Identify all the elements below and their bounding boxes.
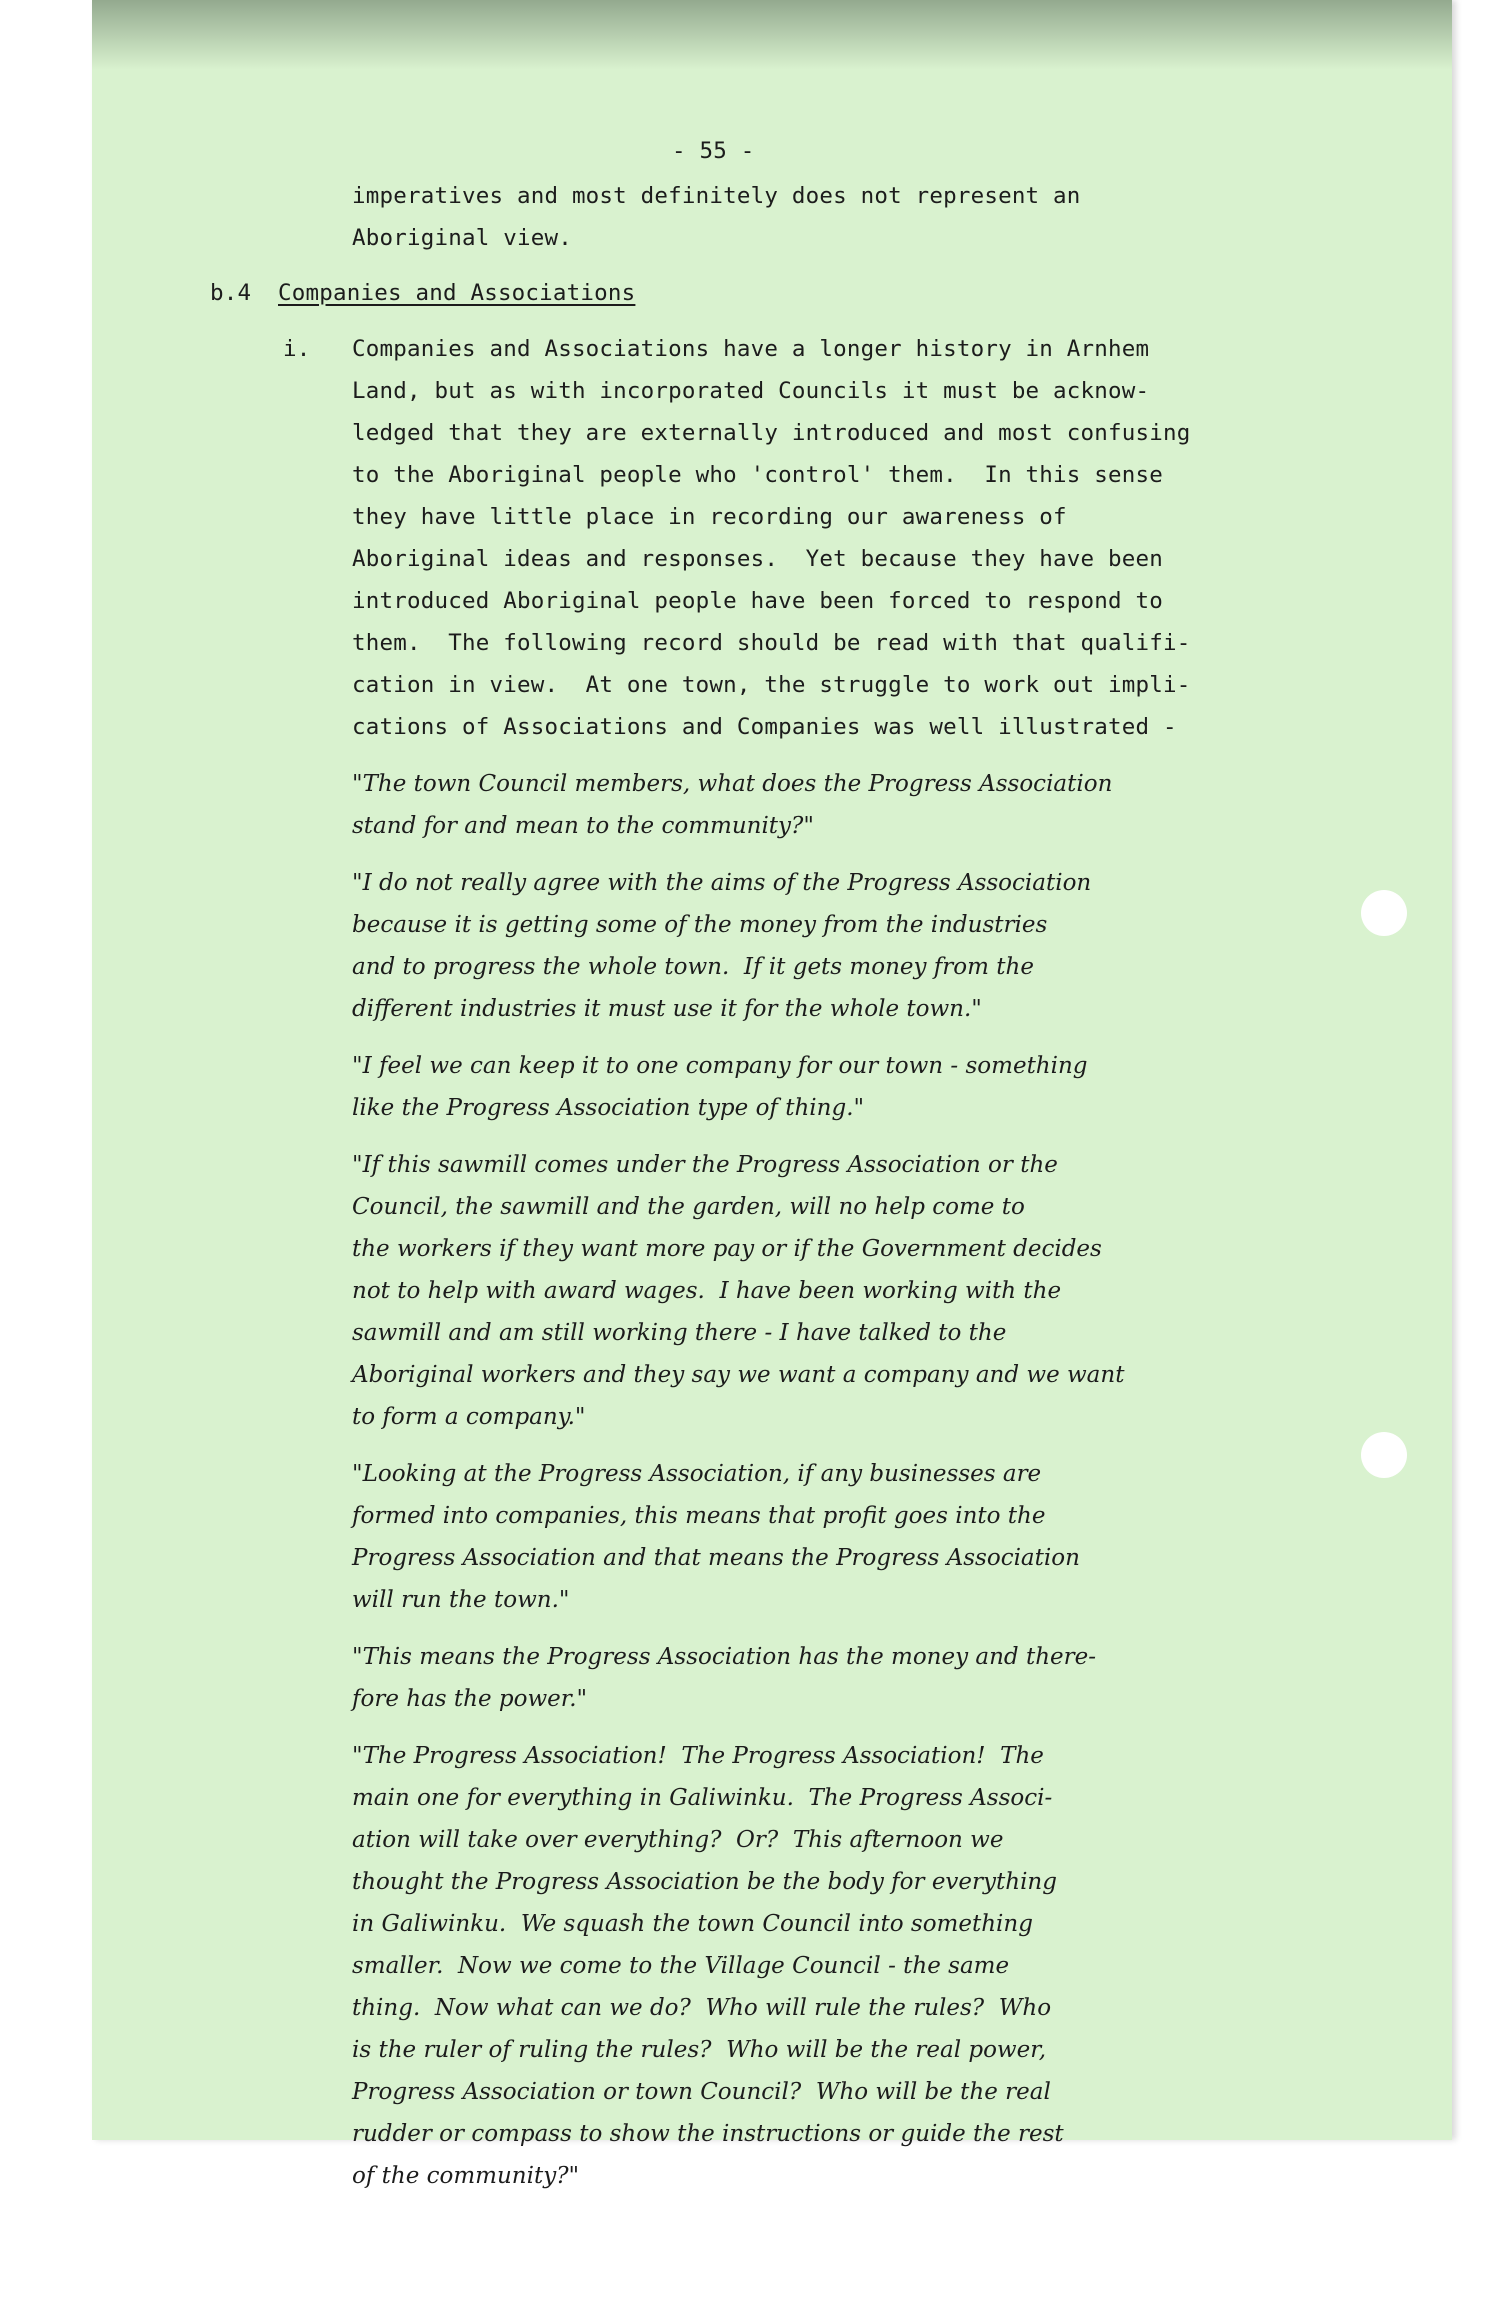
quote-line: because it is getting some of the money from the industries	[352, 912, 1048, 938]
paragraph-line: them. The following record should be read with that qualifi-	[352, 630, 1191, 656]
paragraph-line: introduced Aboriginal people have been forced to respond to	[352, 588, 1164, 614]
quote-line: Council, the sawmill and the garden, will no help come to	[352, 1194, 1025, 1220]
quote-line: thing. Now what can we do? Who will rule the rules? Who	[352, 1995, 1052, 2021]
paragraph-line: cation in view. At one town, the struggle to work out impli-	[352, 672, 1191, 698]
paragraph-line: they have little place in recording our awareness of	[352, 504, 1067, 530]
section-title: Companies and Associations	[278, 280, 636, 306]
paragraph-line: Companies and Associations have a longer history in Arnhem	[352, 336, 1150, 362]
quote-line: "Looking at the Progress Association, if any businesses are	[352, 1461, 1042, 1487]
quote-line: fore has the power."	[352, 1686, 588, 1712]
paragraph-marker: i.	[283, 336, 311, 362]
quote-line: rudder or compass to show the instructions or guide the rest	[352, 2121, 1064, 2147]
quote-line: Progress Association or town Council? Who will be the real	[352, 2079, 1051, 2105]
quote-line: "The town Council members, what does the Progress Association	[352, 771, 1113, 797]
scan-shadow	[92, 0, 1452, 70]
quote-line: stand for and mean to the community?"	[352, 813, 814, 839]
quote-line: not to help with award wages. I have been working with the	[352, 1278, 1062, 1304]
quote-line: of the community?"	[352, 2163, 580, 2189]
paragraph-line: ledged that they are externally introduced and most confusing	[352, 420, 1191, 446]
punch-hole	[1361, 890, 1407, 936]
page-number: - 55 -	[672, 138, 755, 164]
quote-line: smaller. Now we come to the Village Council - the same	[352, 1953, 1010, 1979]
paragraph-line: Aboriginal ideas and responses. Yet because they have been	[352, 546, 1164, 572]
quote-line: and to progress the whole town. If it gets money from the	[352, 954, 1034, 980]
quote-line: "If this sawmill comes under the Progress Association or the	[352, 1152, 1058, 1178]
quote-line: to form a company."	[352, 1404, 586, 1430]
quote-line: Progress Association and that means the Progress Association	[352, 1545, 1080, 1571]
quote-line: like the Progress Association type of thing."	[352, 1095, 865, 1121]
intro-line: imperatives and most definitely does not represent an	[352, 183, 1081, 209]
quote-line: main one for everything in Galiwinku. The Progress Associ-	[352, 1785, 1053, 1811]
paragraph-line: Land, but as with incorporated Councils it must be acknow-	[352, 378, 1150, 404]
quote-line: ation will take over everything? Or? This afternoon we	[352, 1827, 1004, 1853]
intro-line: Aboriginal view.	[352, 225, 572, 251]
quote-line: "I feel we can keep it to one company for our town - something	[352, 1053, 1088, 1079]
quote-line: thought the Progress Association be the body for everything	[352, 1869, 1057, 1895]
section-number: b.4	[210, 280, 252, 306]
quote-line: "This means the Progress Association has the money and there-	[352, 1644, 1096, 1670]
quote-line: different industries it must use it for the whole town."	[352, 996, 982, 1022]
quote-line: the workers if they want more pay or if the Government decides	[352, 1236, 1102, 1262]
paragraph-line: to the Aboriginal people who 'control' them. In this sense	[352, 462, 1164, 488]
quote-line: "The Progress Association! The Progress Association! The	[352, 1743, 1044, 1769]
quote-line: is the ruler of ruling the rules? Who will be the real power,	[352, 2037, 1047, 2063]
quote-line: Aboriginal workers and they say we want a company and we want	[352, 1362, 1125, 1388]
punch-hole	[1361, 1432, 1407, 1478]
paragraph-line: cations of Associations and Companies was well illustrated -	[352, 714, 1177, 740]
quote-line: formed into companies, this means that profit goes into the	[352, 1503, 1046, 1529]
quote-line: sawmill and am still working there - I have talked to the	[352, 1320, 1007, 1346]
quote-line: in Galiwinku. We squash the town Council into something	[352, 1911, 1033, 1937]
quote-line: "I do not really agree with the aims of the Progress Association	[352, 870, 1092, 896]
quote-line: will run the town."	[352, 1587, 570, 1613]
